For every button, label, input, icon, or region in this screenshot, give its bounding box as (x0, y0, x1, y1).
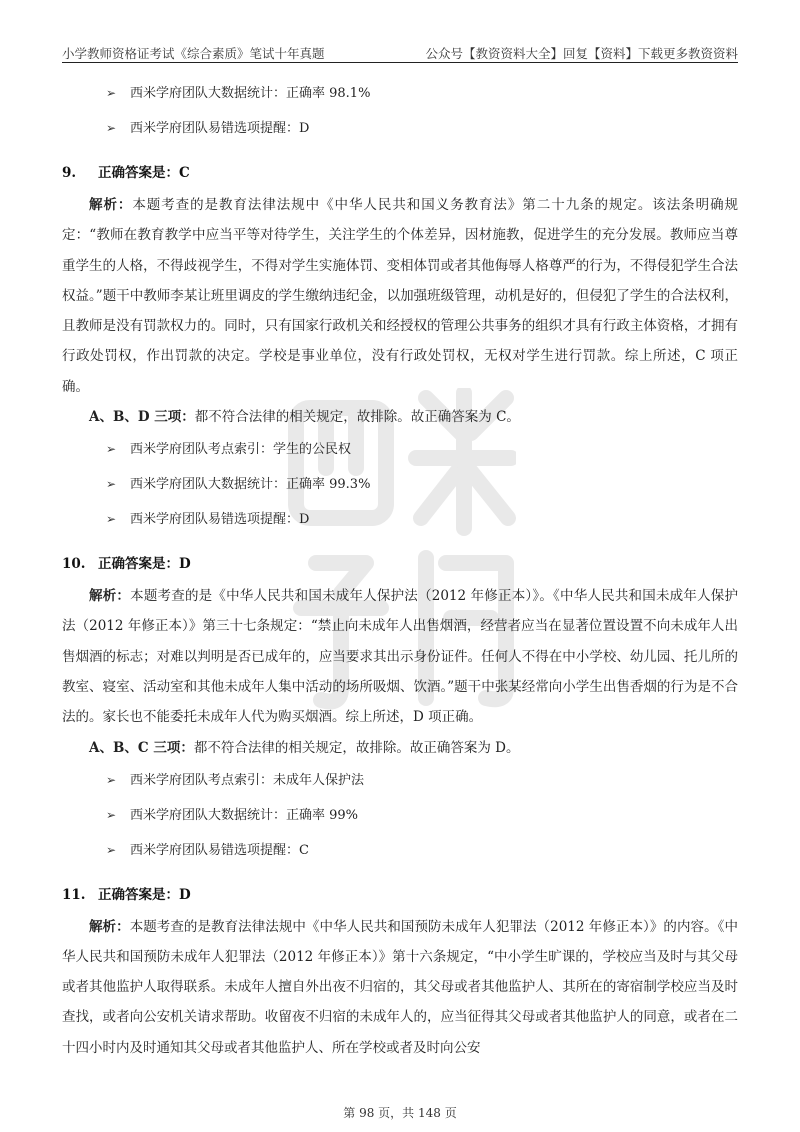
question-9-answer-heading (62, 158, 738, 188)
bullet-text: 西米学府团队大数据统计：正确率 98.1% (130, 86, 371, 101)
arrow-bullet-icon: ➢ (106, 842, 117, 857)
list-item (62, 432, 738, 467)
question-9-exclusion (62, 402, 738, 432)
list-item (62, 111, 738, 146)
header-promo: 公众号【教资资料大全】回复【资料】下载更多教资资料 (425, 46, 738, 61)
list-item (62, 467, 738, 502)
list-item (62, 798, 738, 833)
answer-title: 正确答案是：D (98, 886, 191, 903)
bullet-text: 西米学府团队易错选项提醒：D (130, 121, 310, 136)
list-item (62, 763, 738, 798)
bullet-text: 西米学府团队易错选项提醒：C (130, 842, 309, 858)
list-item (62, 76, 738, 111)
question-10-analysis (62, 581, 738, 732)
bullet-text: 西米学府团队考点索引：学生的公民权 (130, 442, 352, 458)
question-number: 9. (62, 165, 77, 181)
question-10-answer-heading (62, 549, 738, 579)
exclusion-text: 都不符合法律的相关规定，故排除。故正确答案为 C。 (194, 409, 520, 426)
arrow-bullet-icon: ➢ (106, 86, 117, 100)
question-9-analysis (62, 190, 738, 402)
answer-title: 正确答案是：C (98, 165, 190, 181)
question-10-exclusion (62, 733, 738, 763)
arrow-bullet-icon: ➢ (106, 512, 117, 527)
list-item (62, 502, 738, 537)
arrow-bullet-icon: ➢ (106, 477, 117, 492)
arrow-bullet-icon: ➢ (106, 442, 117, 457)
analysis-text: 本题考查的是《中华人民共和国未成年人保护法（2012 年修正本）》。《中华人民共和国未成年人保护法（2012 年修正本）》第三十七条规定：“禁止向未成年人出售烟酒，经营者应当在显著位置设置不向未成年人出售烟酒的标志；对难以判明是否已成年的，应当要求其出示身份证件。任何人不得在中小学校、幼儿园、托儿所的教室、寝室、活动室和其他未成年人集中活动的场所吸烟、饮酒。”题干中张某经常向小学生出售香烟的行为是不合法的。家长也不能委托未成年人代为购买烟酒。综上所述，D 项正确。 (62, 588, 739, 726)
exclusion-text: 都不符合法律的相关规定，故排除。故正确答案为 D。 (193, 739, 520, 756)
page-footer: 第 98 页，共 148 页 (343, 1106, 457, 1120)
analysis-text: 本题考查的是教育法律法规中《中华人民共和国义务教育法》第二十九条的规定。该法条明确规定：“教师在教育教学中应当平等对待学生，关注学生的个体差异，因材施教，促进学生的充分发展。教师应当尊重学生的人格，不得歧视学生，不得对学生实施体罚、变相体罚或者其他侮辱人格尊严的行为，不得侵犯学生合法权益。”题干中教师李某让班里调皮的学生缴纳违纪金，以加强班级管理，动机是好的，但侵犯了学生的合法权利，且教师是没有罚款权力的。同时，只有国家行政机关和经授权的管理公共事务的组织才具有行政主体资格，才拥有行政处罚权，作出罚款的决定。学校是事业单位，没有行政处罚权，无权对学生进行罚款。综上所述，C 项正确。 (62, 197, 739, 395)
answer-title: 正确答案是：D (98, 556, 191, 573)
analysis-label: 解析： (89, 197, 133, 213)
question-11-analysis (62, 912, 738, 1063)
question-11-answer-heading (62, 880, 738, 910)
header-title: 小学教师资格证考试《综合素质》笔试十年真题 (62, 46, 325, 61)
page-header (62, 40, 738, 63)
analysis-text: 本题考查的是教育法律法规中《中华人民共和国预防未成年人犯罪法（2012 年修正本）》的内容。《中华人民共和国预防未成年人犯罪法（2012 年修正本）》第十六条规定，“中小学生旷课的，学校应当及时与其父母或者其他监护人取得联系。未成年人擅自外出夜不归宿的，其父母或者其他监护人、其所在的寄宿制学校应当及时查找，或者向公安机关请求帮助。收留夜不归宿的未成年人的，应当征得其父母或者其他监护人的同意，或者在二十四小时内及时通知其父母或者其他监护人、所在学校或者及时向公安 (62, 918, 738, 1056)
bullet-text: 西米学府团队大数据统计：正确率 99% (130, 807, 359, 823)
arrow-bullet-icon: ➢ (106, 807, 117, 822)
analysis-label: 解析： (89, 918, 130, 935)
list-item (62, 833, 738, 868)
page-content (62, 76, 738, 1063)
bullet-text: 西米学府团队易错选项提醒：D (130, 512, 310, 528)
arrow-bullet-icon: ➢ (106, 121, 117, 135)
exclusion-label: A、B、C 三项： (89, 739, 194, 756)
bullet-text: 西米学府团队大数据统计：正确率 99.3% (130, 477, 371, 493)
analysis-label: 解析： (89, 588, 131, 605)
exclusion-label: A、B、D 三项： (89, 409, 195, 426)
arrow-bullet-icon: ➢ (106, 772, 117, 787)
bullet-text: 西米学府团队考点索引：未成年人保护法 (130, 772, 365, 788)
question-number: 11. (62, 886, 86, 903)
question-number: 10. (62, 556, 86, 573)
